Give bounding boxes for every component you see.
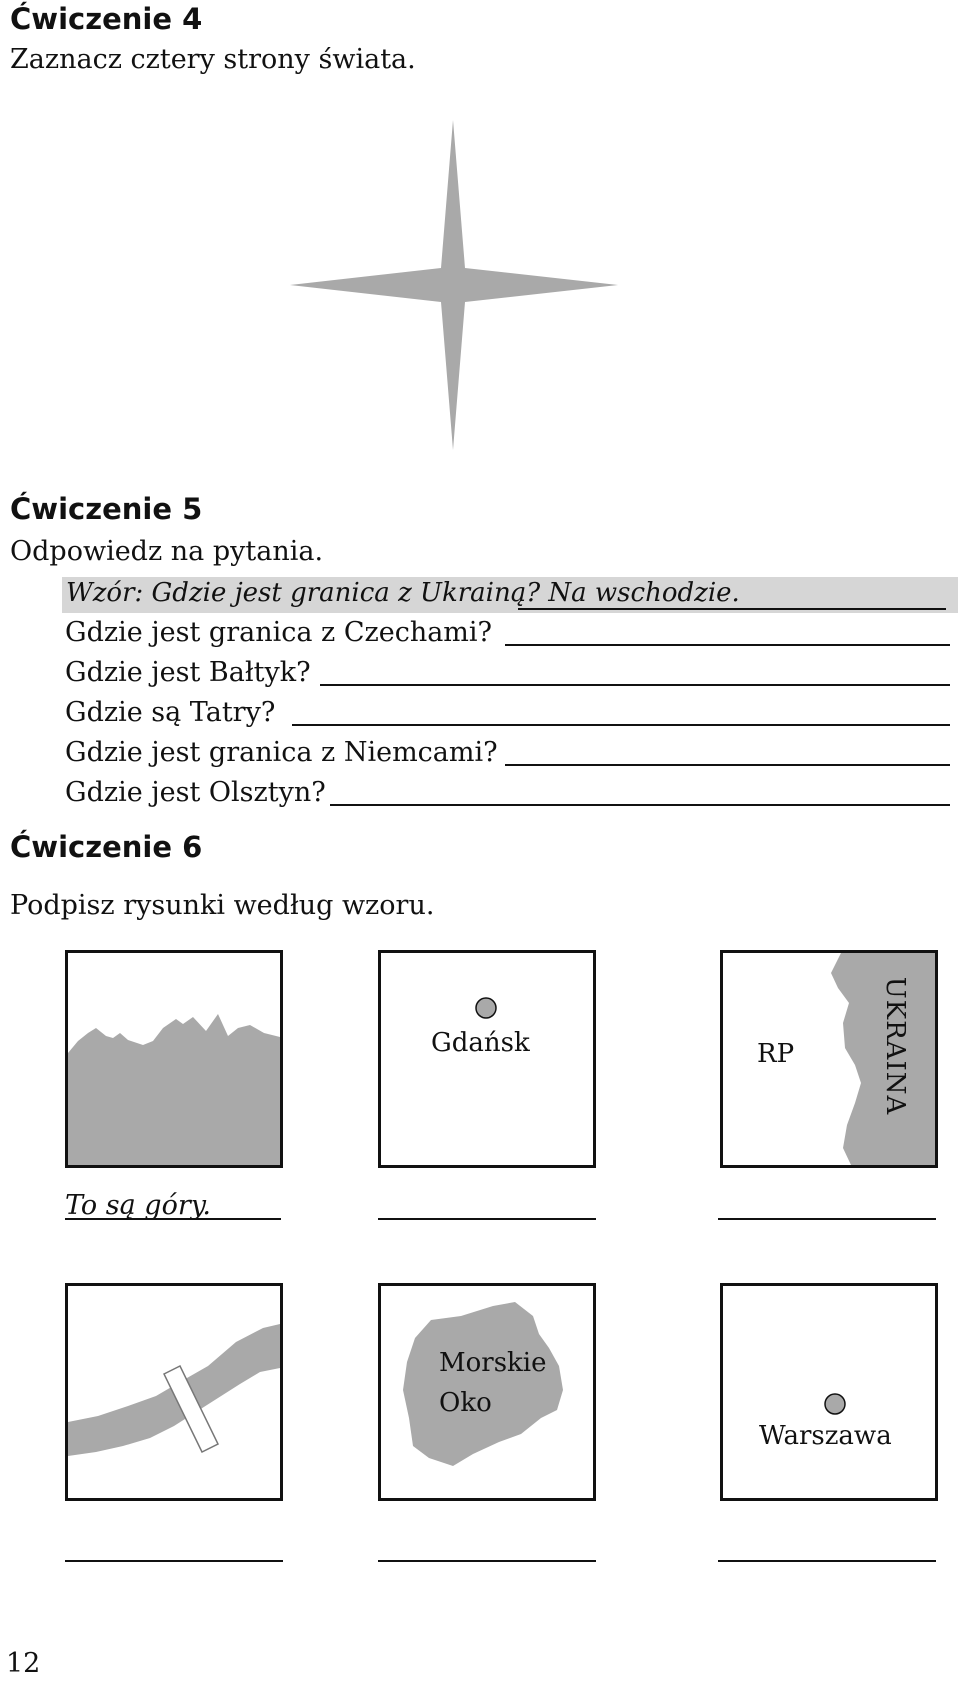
exercise-5-title: Ćwiczenie 5 bbox=[10, 492, 203, 526]
caption-line-gdansk[interactable] bbox=[378, 1218, 596, 1220]
exercise-6-title: Ćwiczenie 6 bbox=[10, 830, 203, 864]
label-warszawa: Warszawa bbox=[759, 1421, 892, 1451]
question-olsztyn: Gdzie jest Olsztyn? bbox=[65, 777, 326, 808]
answer-line-niemcy[interactable] bbox=[505, 764, 950, 766]
compass-star-icon[interactable] bbox=[290, 120, 620, 450]
answer-line-czechy[interactable] bbox=[505, 644, 950, 646]
example-sentence bbox=[66, 578, 740, 608]
lake-icon bbox=[403, 1302, 563, 1466]
city-dot-icon bbox=[476, 998, 496, 1018]
caption-example: To są góry. bbox=[65, 1190, 211, 1221]
picture-mountains bbox=[65, 950, 283, 1168]
picture-morskie-oko bbox=[378, 1283, 596, 1501]
picture-warszawa bbox=[720, 1283, 938, 1501]
city-dot-icon bbox=[825, 1394, 845, 1414]
answer-line-baltyk[interactable] bbox=[320, 684, 950, 686]
picture-border-ukraine bbox=[720, 950, 938, 1168]
label-rp: RP bbox=[757, 1039, 795, 1069]
example-question: Wzór: Gdzie jest granica z Ukrainą? bbox=[66, 578, 541, 608]
question-niemcy: Gdzie jest granica z Niemcami? bbox=[65, 737, 498, 768]
caption-line-river[interactable] bbox=[65, 1560, 283, 1562]
example-answer: Na wschodzie. bbox=[548, 578, 740, 608]
example-answer-line bbox=[518, 608, 946, 610]
question-baltyk: Gdzie jest Bałtyk? bbox=[65, 657, 311, 688]
question-czechy: Gdzie jest granica z Czechami? bbox=[65, 617, 493, 648]
caption-line-warszawa[interactable] bbox=[718, 1560, 936, 1562]
exercise-6-instruction: Podpisz rysunki według wzoru. bbox=[10, 890, 435, 921]
label-gdansk: Gdańsk bbox=[431, 1028, 530, 1058]
question-tatry: Gdzie są Tatry? bbox=[65, 697, 276, 728]
picture-river-bridge bbox=[65, 1283, 283, 1501]
caption-line-border[interactable] bbox=[718, 1218, 936, 1220]
caption-line-mountains bbox=[65, 1218, 281, 1220]
page-number: 12 bbox=[6, 1648, 41, 1679]
label-ukraina: UKRAINA bbox=[880, 976, 910, 1116]
answer-line-olsztyn[interactable] bbox=[330, 804, 950, 806]
label-oko: Oko bbox=[439, 1388, 492, 1418]
exercise-4-instruction: Zaznacz cztery strony świata. bbox=[10, 44, 416, 75]
picture-gdansk bbox=[378, 950, 596, 1168]
label-morskie: Morskie bbox=[439, 1348, 547, 1378]
exercise-4-title: Ćwiczenie 4 bbox=[10, 2, 203, 36]
caption-line-lake[interactable] bbox=[378, 1560, 596, 1562]
answer-line-tatry[interactable] bbox=[292, 724, 950, 726]
mountains-icon bbox=[68, 953, 280, 1165]
exercise-5-instruction: Odpowiedz na pytania. bbox=[10, 536, 324, 567]
